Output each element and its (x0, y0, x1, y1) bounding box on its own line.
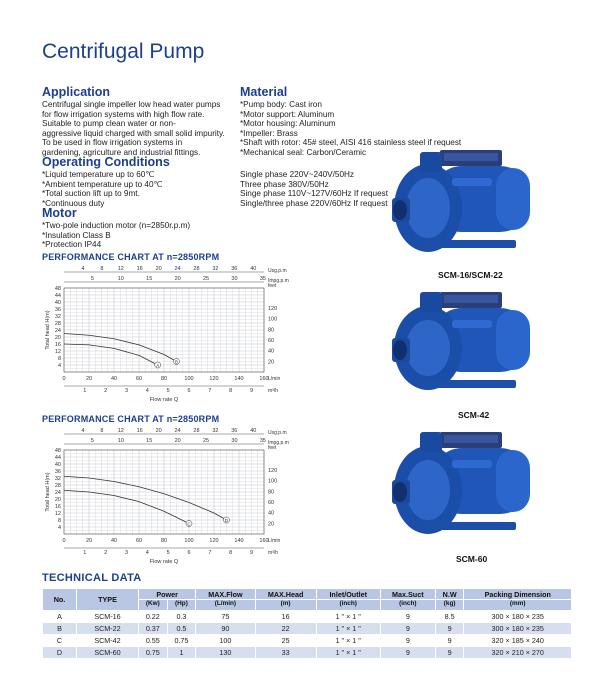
cell-suct: 9 (380, 647, 435, 659)
y-tick-label: 24 (54, 328, 61, 334)
series-label: B (174, 359, 179, 365)
pump-image-scm42 (392, 290, 542, 403)
pump-3-model: SCM-60 (456, 554, 488, 564)
y-tick-label: 16 (54, 342, 61, 348)
lmin-axis-label: L/min (268, 538, 281, 544)
col-header-power: Power (139, 589, 196, 600)
lmin-tick-label: 20 (85, 376, 93, 382)
technical-data-table (42, 588, 572, 659)
pump-image-scm60 (392, 430, 542, 547)
cell-type: SCM-42 (77, 635, 139, 647)
motor-line: *Insulation Class B (42, 230, 111, 240)
lmin-tick-label: 80 (160, 376, 168, 382)
power-line: Singe phase 110V~127V/60Hz If request (240, 189, 389, 199)
material-line: *Motor housing: Aluminum (240, 119, 336, 129)
material-line: *Impeller: Brass (240, 128, 298, 138)
feet-axis-label: feet (268, 283, 277, 289)
impgpm-tick-label: 20 (174, 438, 181, 444)
cell-flow: 100 (196, 635, 255, 647)
application-line: Centrifugal single impeller low head water pumps (42, 100, 221, 109)
material-line: *Pump body: Cast iron (240, 100, 322, 109)
col-header-maxhead-unit: (m) (255, 600, 316, 611)
m3h-tick-label: 6 (187, 388, 191, 394)
cell-io: 1 " × 1 " (316, 647, 380, 659)
table-row (43, 623, 572, 635)
application-text (42, 100, 225, 158)
cell-suct: 9 (380, 623, 435, 635)
m3h-tick-label: 8 (229, 550, 233, 556)
series-label: D (224, 517, 229, 523)
lmin-tick-label: 140 (234, 538, 244, 544)
cell-nw: 8.5 (435, 611, 464, 623)
feet-tick-label: 40 (268, 510, 275, 517)
usgpm-tick-label: 16 (136, 266, 143, 272)
impgpm-tick-label: 5 (90, 438, 94, 444)
y-tick-label: 4 (57, 363, 61, 369)
m3h-tick-label: 9 (249, 550, 254, 556)
y-tick-label: 8 (57, 518, 61, 524)
pump-illustration-icon (392, 148, 542, 263)
pump-illustration-icon (392, 430, 542, 542)
impgpm-tick-label: 5 (90, 276, 94, 282)
x-axis-label: Flow rate Q (149, 559, 179, 565)
m3h-tick-label: 3 (124, 550, 129, 556)
page-title: Centrifugal Pump (42, 40, 205, 63)
pump-1-model: SCM-16/SCM-22 (438, 270, 503, 280)
usgpm-tick-label: 36 (231, 428, 238, 434)
usgpm-tick-label: 28 (193, 428, 200, 434)
col-header-maxflow-unit: (L/min) (196, 600, 255, 611)
cell-io: 1 " × 1 " (316, 635, 380, 647)
cell-pack: 320 × 185 × 240 (464, 635, 572, 647)
cell-flow: 90 (196, 623, 255, 635)
feet-tick-label: 120 (268, 305, 278, 312)
lmin-tick-label: 0 (62, 376, 66, 382)
col-header-no: No. (43, 589, 77, 611)
cell-flow: 130 (196, 647, 255, 659)
feet-tick-label: 100 (268, 478, 278, 485)
usgpm-tick-label: 20 (155, 266, 162, 272)
y-tick-label: 48 (54, 448, 61, 454)
m3h-tick-label: 1 (83, 388, 87, 394)
operating-line: *Total suction lift up to 9mt. (42, 189, 140, 199)
y-tick-label: 40 (54, 300, 61, 306)
cell-kw: 0.22 (139, 611, 168, 623)
cell-suct: 9 (380, 611, 435, 623)
usgpm-tick-label: 4 (81, 428, 85, 434)
cell-type: SCM-22 (77, 623, 139, 635)
lmin-tick-label: 100 (184, 538, 194, 544)
feet-tick-label: 120 (268, 467, 278, 474)
pump-2-model: SCM-42 (458, 410, 490, 420)
impgpm-tick-label: 35 (259, 276, 266, 282)
y-tick-label: 44 (54, 455, 61, 461)
usgpm-tick-label: 36 (231, 266, 238, 272)
col-header-hp: (Hp) (167, 600, 196, 611)
lmin-tick-label: 0 (62, 538, 66, 544)
m3h-axis-label: m³/h (268, 388, 278, 394)
impgpm-tick-label: 25 (203, 276, 210, 282)
series-label: C (187, 521, 191, 527)
cell-io: 1 " × 1 " (316, 611, 380, 623)
m3h-tick-label: 4 (145, 550, 149, 556)
cell-kw: 0.55 (139, 635, 168, 647)
lmin-tick-label: 20 (85, 538, 93, 544)
impgpm-axis-label: Impg.p.m (268, 440, 289, 446)
power-supply-text (240, 170, 388, 208)
lmin-tick-label: 120 (209, 376, 219, 382)
col-header-maxsuct-unit: (inch) (380, 600, 435, 611)
usgpm-tick-label: 40 (250, 266, 257, 272)
impgpm-tick-label: 35 (259, 438, 266, 444)
material-line: *Mechanical seal: Carbon/Ceramic (240, 147, 367, 157)
table-row (43, 611, 572, 623)
y-tick-label: 8 (57, 356, 61, 362)
application-heading: Application (42, 85, 111, 99)
lmin-tick-label: 40 (110, 376, 118, 382)
y-tick-label: 36 (54, 307, 61, 313)
pump-image-scm16 (392, 148, 542, 268)
performance-chart-2 (42, 424, 302, 574)
lmin-tick-label: 80 (160, 538, 168, 544)
chart-grid (64, 450, 264, 534)
m3h-tick-label: 2 (104, 550, 108, 556)
motor-line: *Protection IP44 (42, 240, 102, 250)
cell-type: SCM-60 (77, 647, 139, 659)
usgpm-tick-label: 40 (250, 428, 257, 434)
y-tick-label: 32 (54, 476, 61, 482)
y-tick-label: 24 (54, 490, 61, 496)
y-tick-label: 12 (54, 511, 61, 517)
m3h-tick-label: 3 (124, 388, 129, 394)
feet-tick-label: 60 (268, 499, 275, 506)
feet-tick-label: 100 (268, 316, 278, 323)
application-line: gardening, agriculture and industrial fittings. (42, 147, 201, 157)
impgpm-tick-label: 10 (117, 276, 124, 282)
pump-illustration-icon (392, 290, 542, 398)
col-header-nw: N.W (435, 589, 464, 600)
cell-no: D (43, 647, 77, 659)
impgpm-tick-label: 15 (146, 276, 153, 282)
usgpm-tick-label: 32 (212, 428, 219, 434)
lmin-tick-label: 160 (259, 376, 269, 382)
motor-text (42, 221, 190, 250)
cell-suct: 9 (380, 635, 435, 647)
cell-hp: 0.5 (167, 623, 196, 635)
usgpm-tick-label: 28 (193, 266, 200, 272)
application-line: aggressive liquid charged with small solid impurity. (42, 128, 225, 138)
col-header-pack-unit: (mm) (464, 600, 572, 611)
motor-heading: Motor (42, 206, 77, 220)
cell-hp: 0.3 (167, 611, 196, 623)
usgpm-tick-label: 8 (100, 266, 104, 272)
operating-line: *Ambient temperature up to 40℃ (42, 179, 163, 189)
chart-2-title: PERFORMANCE CHART AT n=2850RPM (42, 414, 220, 424)
cell-pack: 320 × 210 × 270 (464, 647, 572, 659)
cell-no: A (43, 611, 77, 623)
material-line: *Shaft with rotor: 45# steel, AISI 416 stainless steel if request (240, 138, 462, 148)
cell-hp: 0.75 (167, 635, 196, 647)
lmin-tick-label: 40 (110, 538, 118, 544)
m3h-tick-label: 4 (145, 388, 149, 394)
y-tick-label: 40 (54, 462, 61, 468)
feet-axis-label: feet (268, 445, 277, 451)
lmin-tick-label: 120 (209, 538, 219, 544)
cell-nw: 9 (435, 623, 464, 635)
impgpm-tick-label: 30 (231, 438, 238, 444)
m3h-tick-label: 7 (208, 388, 212, 394)
y-tick-label: 32 (54, 314, 61, 320)
y-tick-label: 4 (57, 525, 61, 531)
col-header-type: TYPE (77, 589, 139, 611)
y-axis-label: Total head H(m) (45, 472, 51, 512)
usgpm-axis-label: Usg.p.m (268, 268, 287, 274)
impgpm-tick-label: 30 (231, 276, 238, 282)
cell-hp: 1 (167, 647, 196, 659)
feet-tick-label: 60 (268, 337, 275, 344)
m3h-tick-label: 9 (249, 388, 254, 394)
usgpm-tick-label: 8 (100, 428, 104, 434)
m3h-tick-label: 2 (104, 388, 108, 394)
chart-svg (42, 262, 302, 412)
application-line: for flow irrigation systems with high flow rate. (42, 109, 205, 119)
usgpm-tick-label: 16 (136, 428, 143, 434)
performance-chart-1 (42, 262, 302, 412)
power-line: Single phase 220V~240V/50Hz (240, 170, 355, 179)
cell-nw: 9 (435, 635, 464, 647)
y-axis-label: Total head H(m) (45, 310, 51, 350)
feet-tick-label: 40 (268, 348, 275, 355)
m3h-tick-label: 8 (229, 388, 233, 394)
x-axis-label: Flow rate Q (149, 397, 179, 403)
impgpm-axis-label: Impg.p.m (268, 278, 289, 284)
cell-kw: 0.37 (139, 623, 168, 635)
material-heading: Material (240, 85, 288, 99)
lmin-tick-label: 160 (259, 538, 269, 544)
chart-grid (64, 288, 264, 372)
col-header-pack: Packing Dimension (464, 589, 572, 600)
y-tick-label: 16 (54, 504, 61, 510)
cell-head: 33 (255, 647, 316, 659)
m3h-tick-label: 5 (166, 388, 170, 394)
lmin-tick-label: 60 (135, 376, 143, 382)
series-label: A (156, 362, 160, 368)
cell-head: 16 (255, 611, 316, 623)
y-tick-label: 28 (54, 321, 61, 327)
m3h-tick-label: 7 (208, 550, 212, 556)
power-line: Three phase 380V/50Hz (240, 179, 329, 189)
feet-tick-label: 20 (268, 359, 275, 366)
m3h-axis-label: m³/h (268, 550, 278, 556)
table-header-row (43, 589, 572, 600)
col-header-inout: Inlet/Outlet (316, 589, 380, 600)
col-header-inout-unit: (inch) (316, 600, 380, 611)
usgpm-tick-label: 4 (81, 266, 85, 272)
application-line: To be used in flow irrigation systems in (42, 138, 183, 148)
operating-heading: Operating Conditions (42, 155, 170, 169)
cell-pack: 300 × 180 × 235 (464, 611, 572, 623)
cell-no: B (43, 623, 77, 635)
technical-data-title: TECHNICAL DATA (42, 572, 142, 584)
cell-nw: 9 (435, 647, 464, 659)
impgpm-tick-label: 20 (174, 276, 181, 282)
impgpm-tick-label: 25 (203, 438, 210, 444)
cell-io: 1 " × 1 " (316, 623, 380, 635)
cell-pack: 300 × 180 × 235 (464, 623, 572, 635)
usgpm-tick-label: 20 (155, 428, 162, 434)
col-header-maxhead: MAX.Head (255, 589, 316, 600)
y-tick-label: 48 (54, 286, 61, 292)
power-line: Single/three phase 220V/60Hz If request (240, 198, 388, 208)
chart-svg (42, 424, 302, 574)
application-line: Suitable to pump clean water or non- (42, 119, 176, 129)
operating-text (42, 170, 163, 208)
lmin-tick-label: 140 (234, 376, 244, 382)
col-header-maxsuct: Max.Suct (380, 589, 435, 600)
y-tick-label: 44 (54, 293, 61, 299)
material-line: *Motor support: Aluminum (240, 109, 335, 119)
col-header-maxflow: MAX.Flow (196, 589, 255, 600)
y-tick-label: 12 (54, 349, 61, 355)
y-tick-label: 28 (54, 483, 61, 489)
m3h-tick-label: 1 (83, 550, 87, 556)
lmin-tick-label: 60 (135, 538, 143, 544)
operating-line: *Liquid temperature up to 60℃ (42, 170, 155, 179)
cell-head: 25 (255, 635, 316, 647)
feet-tick-label: 80 (268, 489, 275, 496)
feet-tick-label: 80 (268, 327, 275, 334)
feet-tick-label: 20 (268, 521, 275, 528)
usgpm-tick-label: 24 (174, 266, 181, 272)
lmin-axis-label: L/min (268, 376, 281, 382)
col-header-nw-unit: (kg) (435, 600, 464, 611)
table-row (43, 635, 572, 647)
usgpm-tick-label: 32 (212, 266, 219, 272)
operating-line: *Continuous duty (42, 198, 105, 208)
cell-flow: 75 (196, 611, 255, 623)
usgpm-tick-label: 24 (174, 428, 181, 434)
cell-head: 22 (255, 623, 316, 635)
lmin-tick-label: 100 (184, 376, 194, 382)
usgpm-tick-label: 12 (117, 428, 124, 434)
impgpm-tick-label: 10 (117, 438, 124, 444)
cell-type: SCM-16 (77, 611, 139, 623)
chart-1-title: PERFORMANCE CHART AT n=2850RPM (42, 252, 220, 262)
y-tick-label: 20 (54, 497, 61, 503)
m3h-tick-label: 5 (166, 550, 170, 556)
usgpm-axis-label: Usg.p.m (268, 430, 287, 436)
y-tick-label: 20 (54, 335, 61, 341)
cell-no: C (43, 635, 77, 647)
table-row (43, 647, 572, 659)
usgpm-tick-label: 12 (117, 266, 124, 272)
motor-line: *Two-pole induction motor (n=2850r.p.m) (42, 221, 191, 230)
col-header-kw: (Kw) (139, 600, 168, 611)
impgpm-tick-label: 15 (146, 438, 153, 444)
m3h-tick-label: 6 (187, 550, 191, 556)
y-tick-label: 36 (54, 469, 61, 475)
cell-kw: 0.75 (139, 647, 168, 659)
